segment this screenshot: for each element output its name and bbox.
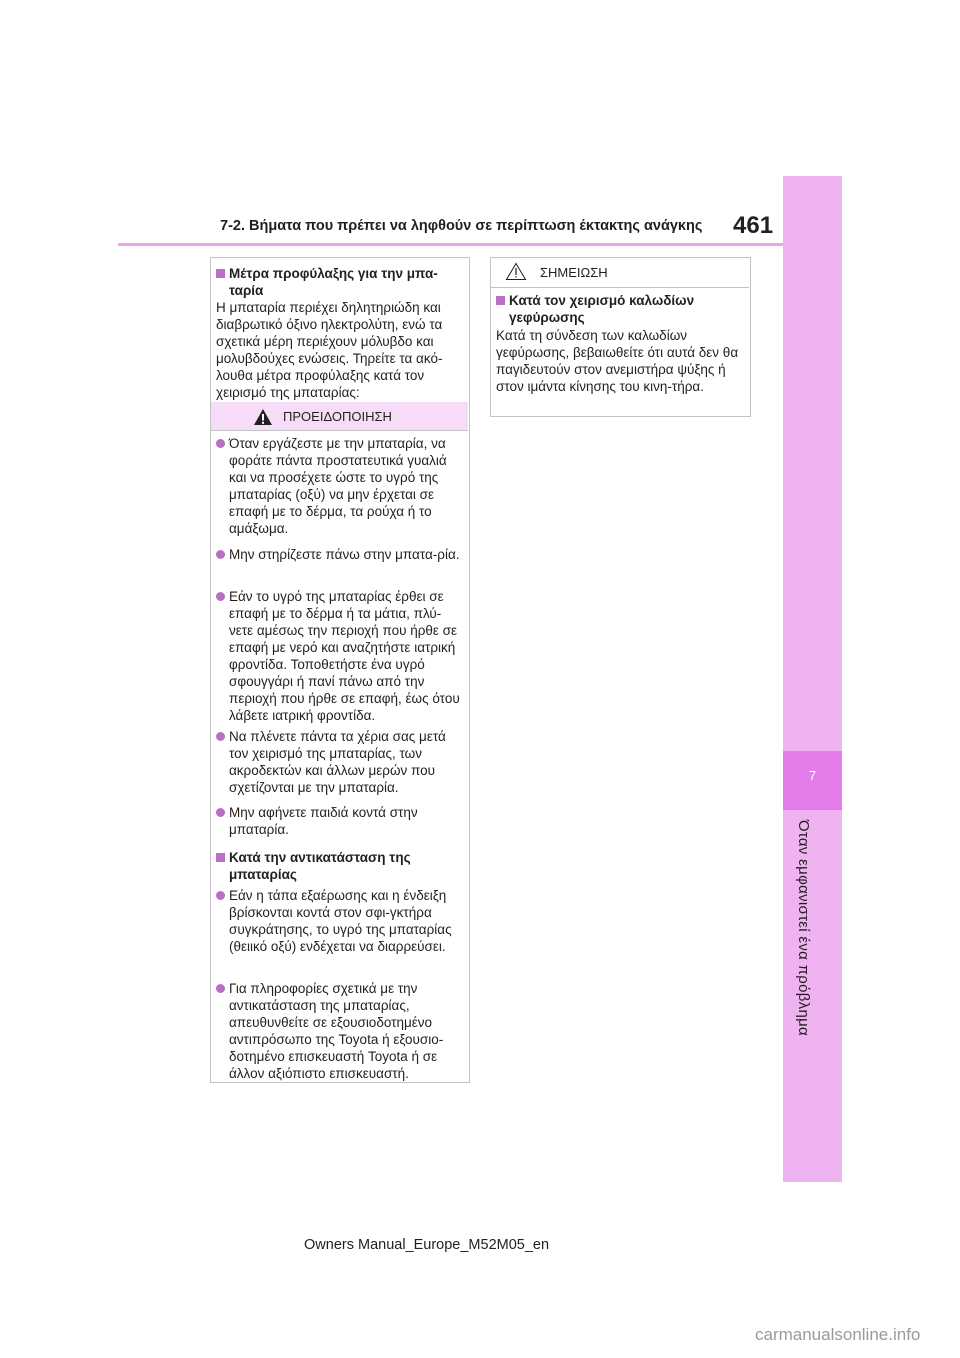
footer-manual-id: Owners Manual_Europe_M52M05_en — [304, 1237, 550, 1253]
section-heading-jumper-cables — [496, 292, 744, 326]
jumper-cables-paragraph: Κατά τη σύνδεση των καλωδίων γεφύρωσης, βεβαιωθείτε ότι αυτά δεν θα παγιδευτούν στον ανεμιστήρα ψύξης ή στον ιμάντα κίνησης του κινη-τήρα. — [496, 328, 739, 394]
header-rule — [118, 243, 783, 246]
round-bullet-icon — [216, 592, 225, 601]
square-bullet-icon — [216, 269, 225, 278]
page-number: 461 — [733, 212, 774, 239]
notice-label: ΣΗΜΕΙΩΣΗ — [540, 265, 608, 280]
chapter-number: 7 — [808, 768, 817, 783]
warning-bullet-item: Μην στηρίζεστε πάνω στην μπατα-ρία. — [216, 546, 462, 563]
notice-triangle-icon — [505, 262, 527, 281]
warning-label: ΠΡΟΕΙΔΟΠΟΙΗΣΗ — [283, 409, 392, 424]
warning-bullet-item: Εάν το υγρό της μπαταρίας έρθει σε επαφή με το δέρμα ή τα μάτια, πλύ-νετε αμέσως την περιοχή που ήρθε σε επαφή με νερό και αναζητήστε ιατρική φροντίδα. Τοποθετήστε ένα υγρό σφουγγάρι ή πανί πάνω από την περιοχή που ήρθε σε επαφή, έως ότου λάβετε ιατρική φροντίδα. — [216, 588, 462, 724]
warning-bullet-item: Εάν η τάπα εξαέρωσης και η ένδειξη βρίσκονται κοντά στον σφι-γκτήρα συγκράτησης, το υγρό της μπαταρίας (θειικό οξύ) ενδέχεται να διαρρεύσει. — [216, 887, 462, 955]
warning-bullet-item: Να πλένετε πάντα τα χέρια σας μετά τον χειρισμό της μπαταρίας, των ακροδεκτών και άλλων μερών που σχετίζονται με την μπαταρία. — [216, 728, 462, 796]
section-heading-battery-precautions — [216, 265, 462, 299]
warning-divider — [211, 430, 468, 431]
section-header-title: 7-2. Βήματα που πρέπει να ληφθούν σε περίπτωση έκτακτης ανάγκης — [220, 218, 703, 234]
warning-bullet-item: Όταν εργάζεστε με την μπαταρία, να φοράτε πάντα προστατευτικά γυαλιά και να προσέχετε ώστε το υγρό της μπαταρίας (οξύ) να μην έρχεται σε επαφή με το δέρμα, τα ρούχα ή το αμάξωμα. — [216, 435, 462, 537]
round-bullet-icon — [216, 732, 225, 741]
warning-triangle-icon — [253, 408, 273, 426]
watermark: carmanualsonline.info — [755, 1325, 921, 1344]
battery-intro-paragraph: Η μπαταρία περιέχει δηλητηριώδη και διαβρωτικό όξινο ηλεκτρολύτη, ενώ τα σχετικά μέρη περιέχουν μόλυβδο και μολυβδούχες ενώσεις. Τηρείτε τα ακό-λουθα μέτρα προφύλαξης κατά τον χειρισμό της μπαταρίας: — [216, 300, 443, 400]
warning-bullet-item: Μην αφήνετε παιδιά κοντά στην μπαταρία. — [216, 804, 462, 838]
square-bullet-icon — [496, 296, 505, 305]
warning-bullet-item: Για πληροφορίες σχετικά με την αντικατάσταση της μπαταρίας, απευθυνθείτε σε εξουσιοδοτημένο αντιπρόσωπο της Toyota ή εξουσιο-δοτημένο επισκευαστή Toyota ή σε άλλον αξιόπιστο επισκευαστή. — [216, 980, 462, 1082]
square-bullet-icon — [216, 853, 225, 862]
round-bullet-icon — [216, 984, 225, 993]
section-heading-text: Κατά την αντικατάσταση της μπαταρίας — [229, 850, 411, 882]
round-bullet-icon — [216, 808, 225, 817]
round-bullet-icon — [216, 891, 225, 900]
chapter-side-tab — [783, 176, 842, 1182]
round-bullet-icon — [216, 439, 225, 448]
section-heading-text: Μέτρα προφύλαξης για την μπα-ταρία — [229, 266, 438, 298]
notice-divider — [491, 287, 749, 288]
section-heading-battery-replacement — [216, 849, 462, 883]
section-heading-text: Κατά τον χειρισμό καλωδίων γεφύρωσης — [509, 293, 695, 325]
chapter-title-vertical: Όταν εμφανιστεί ένα πρόβλημα — [795, 820, 812, 1037]
round-bullet-icon — [216, 550, 225, 559]
